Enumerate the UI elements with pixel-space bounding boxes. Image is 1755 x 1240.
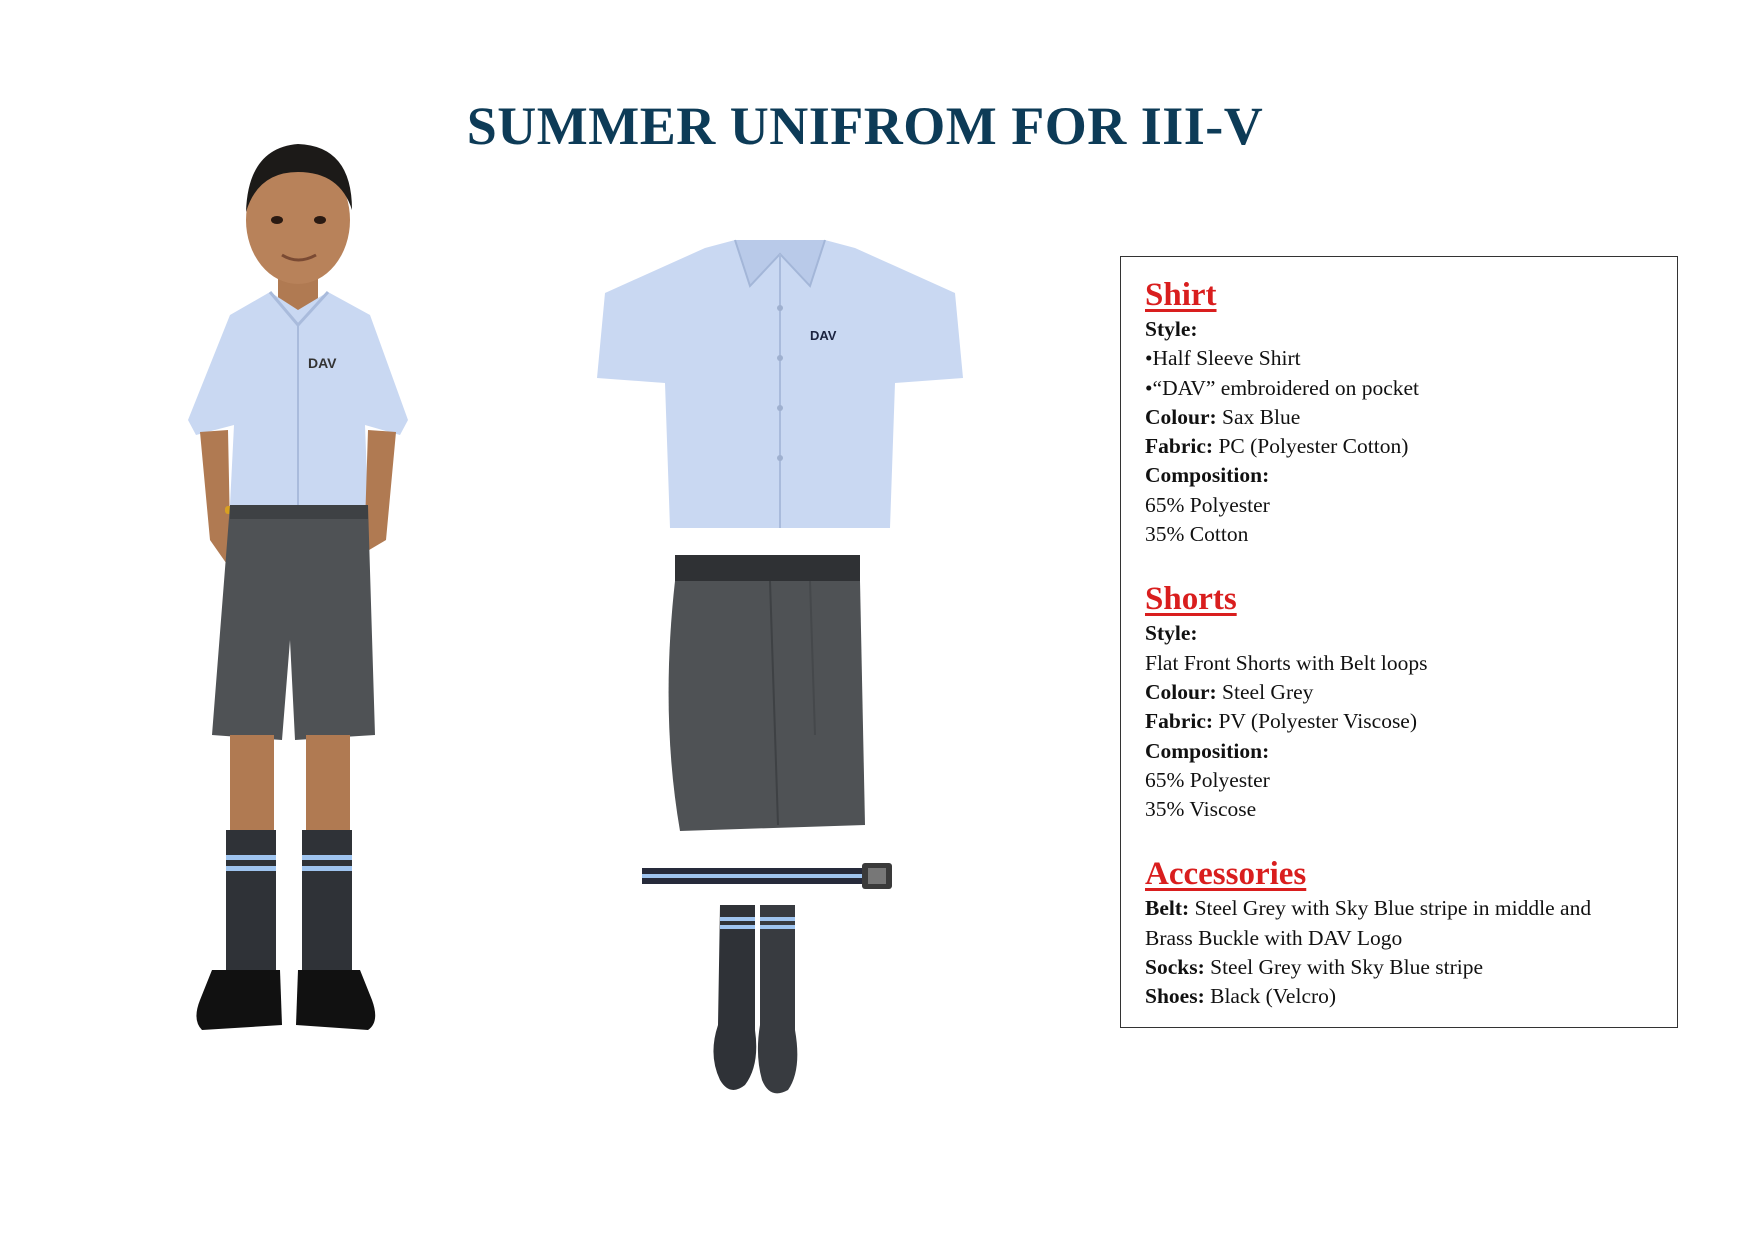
shorts-fabric-label: Fabric: <box>1145 709 1214 734</box>
socks-spec <box>1145 953 1665 982</box>
shirt-style-item: •Half Sleeve Shirt <box>1145 346 1301 371</box>
shirt-fabric-label: Fabric: <box>1145 434 1214 459</box>
shoes-label: Shoes: <box>1145 984 1205 1009</box>
shirt-composition-item: 35% Cotton <box>1145 522 1249 547</box>
shirt-colour <box>1145 403 1665 432</box>
shorts-colour-value: Steel Grey <box>1216 679 1314 704</box>
socks-label: Socks: <box>1145 955 1205 980</box>
shorts-style-label: Style: <box>1145 621 1198 646</box>
shirt-photo <box>585 228 975 548</box>
socks-value: Steel Grey with Sky Blue stripe <box>1204 955 1484 980</box>
shirt-colour-label: Colour: <box>1145 404 1217 429</box>
belt-value: Steel Grey with Sky Blue stripe in middle and <box>1189 896 1592 921</box>
belt-label: Belt: <box>1145 896 1190 921</box>
socks-photo <box>700 905 820 1100</box>
belt-spec-continued: Brass Buckle with DAV Logo <box>1145 925 1403 950</box>
shorts-composition-label: Composition: <box>1145 738 1270 763</box>
shorts-style-value: Flat Front Shorts with Belt loops <box>1145 650 1428 675</box>
belt-spec <box>1145 894 1665 923</box>
accessories-heading: Accessories <box>1145 856 1307 893</box>
shoes-value: Black (Velcro) <box>1204 984 1337 1009</box>
shirt-fabric <box>1145 432 1665 461</box>
shorts-fabric-value: PV (Polyester Viscose) <box>1213 709 1418 734</box>
shirt-composition-label: Composition: <box>1145 463 1270 488</box>
shorts-composition-item: 35% Viscose <box>1145 797 1257 822</box>
student-photo <box>130 120 460 1130</box>
shoes-spec <box>1145 982 1665 1011</box>
shirt-style-item: •“DAV” embroidered on pocket <box>1145 375 1419 400</box>
shorts-photo <box>660 555 870 835</box>
shorts-fabric <box>1145 707 1665 736</box>
shorts-colour <box>1145 678 1665 707</box>
shirt-colour-value: Sax Blue <box>1216 404 1301 429</box>
shirt-style-label: Style: <box>1145 317 1198 341</box>
belt-photo <box>640 860 900 894</box>
shirt-heading: Shirt <box>1145 277 1217 313</box>
shorts-composition-item: 65% Polyester <box>1145 767 1270 792</box>
shorts-heading: Shorts <box>1145 581 1237 618</box>
shirt-embroidery-text: DAV <box>810 328 837 343</box>
shorts-colour-label: Colour: <box>1145 679 1217 704</box>
shirt-composition-item: 65% Polyester <box>1145 492 1270 517</box>
page-title: SUMMER UNIFROM FOR III-V <box>466 96 1264 156</box>
uniform-spec-box <box>1120 256 1678 1028</box>
shirt-embroidery-text: DAV <box>308 355 337 371</box>
shirt-fabric-value: PC (Polyester Cotton) <box>1213 434 1409 459</box>
